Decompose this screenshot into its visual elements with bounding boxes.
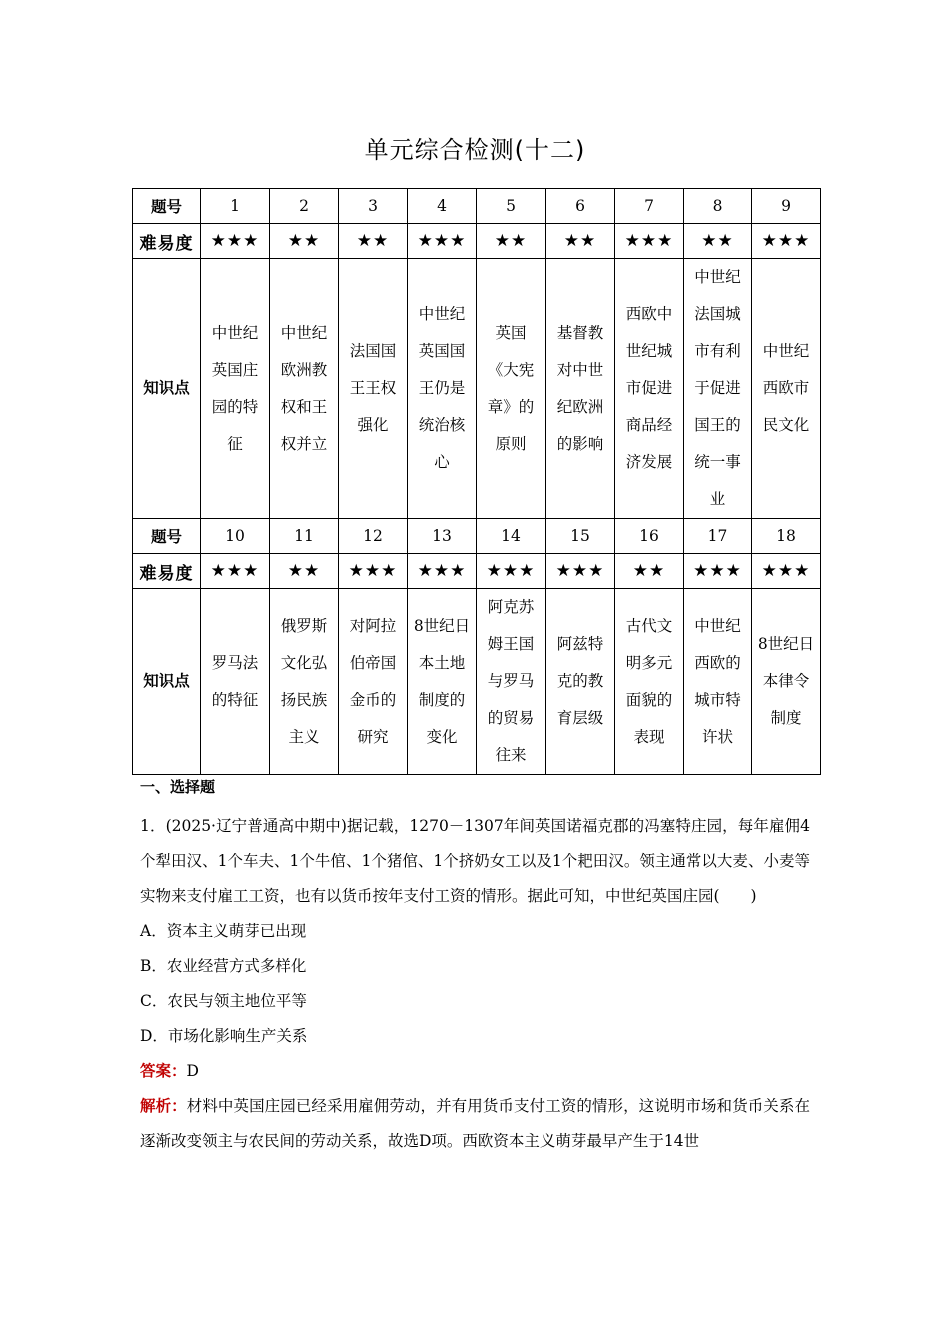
difficulty-row: [133, 554, 821, 589]
answer-line: [140, 1054, 810, 1089]
knowledge-point: 阿克苏姆王国与罗马的贸易往来: [477, 589, 546, 775]
knowledge-point: 罗马法的特征: [201, 589, 270, 775]
question-number: 1: [201, 189, 270, 224]
difficulty-stars: ★★: [615, 554, 684, 589]
answer-value: D: [186, 1062, 199, 1080]
difficulty-stars: ★★: [339, 224, 408, 259]
knowledge-point: 对阿拉伯帝国金币的研究: [339, 589, 408, 775]
question-number: 5: [477, 189, 546, 224]
knowledge-point: 中世纪英国庄园的特征: [201, 259, 270, 519]
question-number: 4: [408, 189, 477, 224]
knowledge-point: 8世纪日本土地制度的变化: [408, 589, 477, 775]
difficulty-row: [133, 224, 821, 259]
row-header-number: 题号: [133, 189, 201, 224]
question-text: 据记载，1270－1307年间英国诺福克郡的冯塞特庄园，每年雇佣4个犁田汉、1个车夫、1个牛倌、1个猪倌、1个挤奶女工以及1个耙田汉。领主通常以大麦、小麦等实物来支付雇工工资，也有以货币按年支付工资的情形。据此可知，中世纪英国庄园( ): [140, 817, 811, 905]
difficulty-stars: ★★: [270, 224, 339, 259]
question-number-label: 1．: [140, 817, 166, 835]
difficulty-stars: ★★: [477, 224, 546, 259]
knowledge-point: 古代文明多元面貌的表现: [615, 589, 684, 775]
row-header-knowledge: 知识点: [133, 259, 201, 519]
knowledge-point: 8世纪日本律令制度: [752, 589, 821, 775]
knowledge-point: 西欧中世纪城市促进商品经济发展: [615, 259, 684, 519]
number-row: [133, 189, 821, 224]
question-number: 2: [270, 189, 339, 224]
row-header-knowledge: 知识点: [133, 589, 201, 775]
analysis-text: 材料中英国庄园已经采用雇佣劳动，并有用货币支付工资的情形，这说明市场和货币关系在逐渐改变领主与农民间的劳动关系，故选D项。西欧资本主义萌芽最早产生于14世: [140, 1097, 810, 1150]
row-header-difficulty: 难易度: [133, 554, 201, 589]
question-number: 12: [339, 519, 408, 554]
option-a: A．资本主义萌芽已出现: [140, 922, 307, 940]
difficulty-stars: ★★★: [408, 554, 477, 589]
number-row: [133, 519, 821, 554]
answer-label: 答案：: [140, 1062, 187, 1080]
knowledge-point: 俄罗斯文化弘扬民族主义: [270, 589, 339, 775]
option-c: C．农民与领主地位平等: [140, 992, 307, 1010]
difficulty-stars: ★★: [684, 224, 752, 259]
difficulty-stars: ★★★: [615, 224, 684, 259]
section-title: 一、选择题: [140, 778, 216, 796]
question-number: 15: [546, 519, 615, 554]
difficulty-stars: ★★: [546, 224, 615, 259]
question-number: 17: [684, 519, 752, 554]
question-number: 13: [408, 519, 477, 554]
knowledge-point: 英国《大宪章》的原则: [477, 259, 546, 519]
question-number: 10: [201, 519, 270, 554]
difficulty-stars: ★★★: [201, 224, 270, 259]
knowledge-point: 中世纪欧洲教权和王权并立: [270, 259, 339, 519]
knowledge-point: 基督教对中世纪欧洲的影响: [546, 259, 615, 519]
difficulty-stars: ★★★: [684, 554, 752, 589]
question-number: 8: [684, 189, 752, 224]
question-number: 7: [615, 189, 684, 224]
page-title: 单元综合检测(十二): [364, 136, 586, 164]
question-number: 16: [615, 519, 684, 554]
difficulty-stars: ★★★: [477, 554, 546, 589]
knowledge-point: 中世纪英国国王仍是统治核心: [408, 259, 477, 519]
question-number: 6: [546, 189, 615, 224]
difficulty-stars: ★★★: [201, 554, 270, 589]
question-number: 3: [339, 189, 408, 224]
question-number: 9: [752, 189, 821, 224]
knowledge-table: [132, 188, 821, 775]
difficulty-stars: ★★★: [408, 224, 477, 259]
option-d: D．市场化影响生产关系: [140, 1027, 308, 1045]
analysis: [140, 1089, 810, 1159]
knowledge-point: 阿兹特克的教育层级: [546, 589, 615, 775]
difficulty-stars: ★★★: [752, 224, 821, 259]
knowledge-row: [133, 589, 821, 775]
question-1: [140, 809, 810, 914]
knowledge-row: [133, 259, 821, 519]
knowledge-point: 中世纪西欧的城市特许状: [684, 589, 752, 775]
question-section: [140, 776, 810, 1159]
question-number: 11: [270, 519, 339, 554]
question-source: (2025·辽宁普通高中期中): [165, 817, 347, 835]
option-b: B．农业经营方式多样化: [140, 957, 307, 975]
analysis-label: 解析：: [140, 1097, 187, 1115]
question-number: 14: [477, 519, 546, 554]
knowledge-point: 中世纪西欧市民文化: [752, 259, 821, 519]
difficulty-stars: ★★: [270, 554, 339, 589]
difficulty-stars: ★★★: [752, 554, 821, 589]
row-header-number: 题号: [133, 519, 201, 554]
row-header-difficulty: 难易度: [133, 224, 201, 259]
difficulty-stars: ★★★: [339, 554, 408, 589]
knowledge-point: 法国国王王权强化: [339, 259, 408, 519]
knowledge-point: 中世纪法国城市有利于促进国王的统一事业: [684, 259, 752, 519]
question-number: 18: [752, 519, 821, 554]
difficulty-stars: ★★★: [546, 554, 615, 589]
